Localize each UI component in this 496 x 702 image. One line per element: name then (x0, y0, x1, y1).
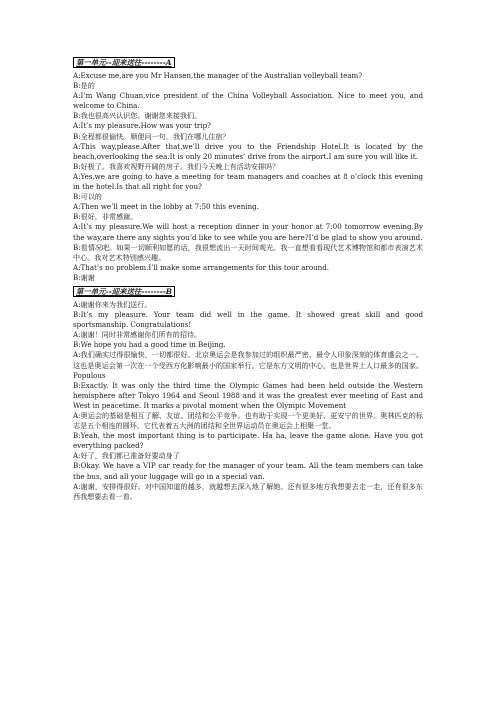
dialogue-line: A:This way,please.After that,we’ll drive you to the Friendship Hotel.It is located by the beach,overlooking the sea.It is only 20 minutes’ drive from the airport.I am sure you will like it. (73, 141, 423, 161)
dialogue-line: A:奥运会的基础是相互了解、友谊、团结和公平竞争。也有助于实现一个更美好、更安宁的世界。奥林匹克的标志是五个相连的圆环，它代表着五大洲的团结和全世界运动员在奥运会上相聚一堂。 (73, 411, 423, 431)
dialogue-line: A:Excuse me,are you Mr Hansen,the manager of the Australian volleyball team? (73, 71, 363, 80)
dialogue-line: A:谢谢，安排得很好。对中国知道的越多，就越想去深入地了解她。还有很多地方我想要去走一走，还有很多东西我想要去看一看。 (73, 481, 423, 501)
section-b-dialogue (73, 300, 423, 502)
dialogue-line: A:Then we’ll meet in the lobby at 7:50 this evening. (73, 202, 259, 212)
dialogue-line: B:很好，非常感谢。 (73, 212, 138, 222)
dialogue-line: B:好极了。我喜欢视野开阔的房子。我们今天晚上有活动安排吗？ (73, 161, 280, 171)
dialogue-line: A:Yes,we are going to have a meeting for team managers and coaches at 8 o’clock this evening in the hotel.Is that all right for you? (73, 171, 423, 192)
dialogue-line: B:We hope you had a good time in Beijing. (73, 340, 226, 350)
dialogue-content (73, 56, 423, 502)
dialogue-line: B:Yeah, the most important thing is to participate. Ha ha, leave the game alone. Have you got everything packed? (73, 431, 423, 451)
section-b-header (73, 285, 423, 299)
section-a-dialogue (73, 71, 423, 283)
dialogue-line: B:看情况吧。如果一切顺利如愿的话，我很想流出一天时间观光。我一直想看看现代艺术博物馆和都市表演艺术中心。我对艺术特别感兴趣。 (73, 242, 423, 262)
dialogue-line: B:是的 (73, 81, 95, 91)
dialogue-line: A:谢谢你来为我们送行。 (73, 299, 152, 309)
dialogue-line: A:That’s no problem.I’ll make some arrangements for this tour around. (73, 262, 330, 272)
dialogue-line: A:好了，我们都已准备好要动身了 (73, 451, 180, 461)
dialogue-line: A:I’m Wang Chuan,vice president of the China Volleyball Association. Nice to meet you, and welcome to China. (73, 91, 423, 111)
section-title-b: 第一单元--迎来送往--------B (73, 286, 175, 297)
section-a-header (73, 56, 423, 70)
dialogue-line: B:谢谢 (73, 272, 95, 282)
dialogue-line: B:Exactly. It was only the third time the Olympic Games had been held outside the Western hemisphere after Tokyo 1964 and Seoul 1988 and it was the greatest ever meeting of East and West in peacetime. It marks a pivotal moment when the Olympic Movement (73, 380, 423, 410)
dialogue-line: B:我也很高兴认识您。谢谢您来接我们。 (73, 111, 202, 121)
section-title-a: 第一单元--迎来送往--------A (73, 57, 175, 68)
dialogue-line: A:我们确实过得很愉快，一切都很好。北京奥运会是我参加过的组织最严密、最令人印象深刻的体育盛会之一。这也是奥运会第一次在一个受西方化影响最小的国家举行。它是东方文明的中心，也是世界上人口最多的国家。Populous (73, 350, 423, 380)
dialogue-line: A:谢谢！同时非常感谢你们所有的招待。 (73, 330, 202, 340)
dialogue-line: A:It’s my pleasure.We will host a reception dinner in your honor at 7:00 tomorrow evening.By the way,are there any sights you’d like to see while you are here?I’d be glad to show you around. (73, 222, 423, 242)
dialogue-line: A:It’s my pleasure.How was your trip? (73, 121, 211, 131)
dialogue-line: B:It’s my pleasure. Your team did well in the game. It showed great skill and good sportsmanship. Congratulations! (73, 310, 423, 330)
dialogue-line: B:全程都很愉快。顺便问一句，我们在哪儿住宿？ (73, 131, 230, 141)
dialogue-line: B:可以的 (73, 192, 102, 202)
dialogue-line: B:Okay. We have a VIP car ready for the manager of your team. All the team members can take the bus, and all your luggage will go in a special van. (73, 461, 423, 481)
